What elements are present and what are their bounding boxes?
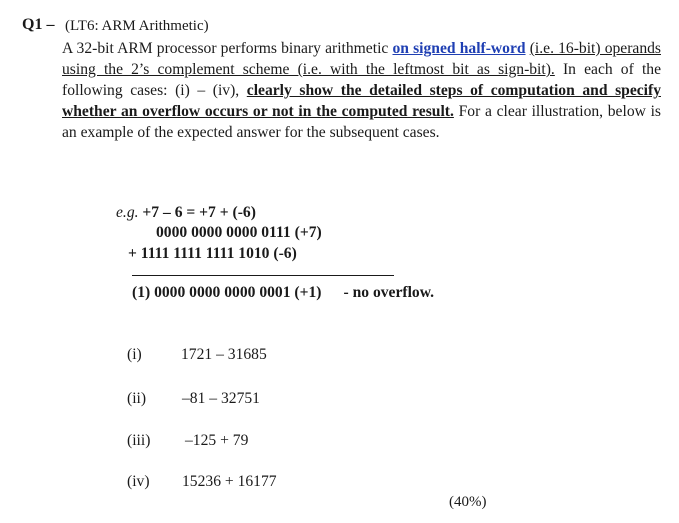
question-label: Q1 – (22, 16, 55, 33)
case-number: (ii) (127, 390, 147, 407)
example-result-value: (1) 0000 0000 0000 0001 (+1) (132, 284, 322, 301)
instructions-emphasis: clearly show the detailed steps of computation and specify whether an overflow occurs or not in the computed result. (62, 82, 661, 120)
case-number: (i) (127, 346, 142, 363)
question-topic: (LT6: ARM Arithmetic) (65, 18, 209, 34)
case-number: (iii) (127, 432, 151, 449)
case-expression: 1721 – 31685 (181, 346, 267, 363)
operand-description: (i.e. 16-bit) operands using the 2’s complement scheme (i.e. with the leftmost bit as sign-bit). (62, 40, 661, 78)
example-intro (116, 204, 256, 222)
question-paragraph (62, 38, 661, 143)
question-text-1: A 32-bit ARM processor performs binary arithmetic (62, 40, 393, 57)
question-text-4: For a clear illustration, below is an example of the expected answer for the subsequent cases. (62, 103, 661, 141)
case-expression: –81 – 32751 (182, 390, 260, 407)
example-result (132, 284, 434, 302)
signed-half-word-link[interactable]: on signed half-word (392, 40, 526, 57)
example-equation: +7 – 6 = +7 + (-6) (138, 204, 256, 221)
case-expression: 15236 + 16177 (182, 473, 277, 490)
case-expression: –125 + 79 (185, 432, 249, 449)
example-result-note: - no overflow. (343, 284, 435, 301)
example-label: e.g. (116, 204, 139, 221)
question-text-3: In each of the following cases: (i) – (iv), (62, 61, 661, 99)
question-weight: (40%) (449, 494, 487, 510)
case-number: (iv) (127, 473, 150, 490)
example-row-1: 0000 0000 0000 0111 (+7) (156, 224, 322, 241)
example-row-2: + 1111 1111 1111 1010 (-6) (128, 245, 297, 262)
example-sum-rule (132, 275, 394, 276)
